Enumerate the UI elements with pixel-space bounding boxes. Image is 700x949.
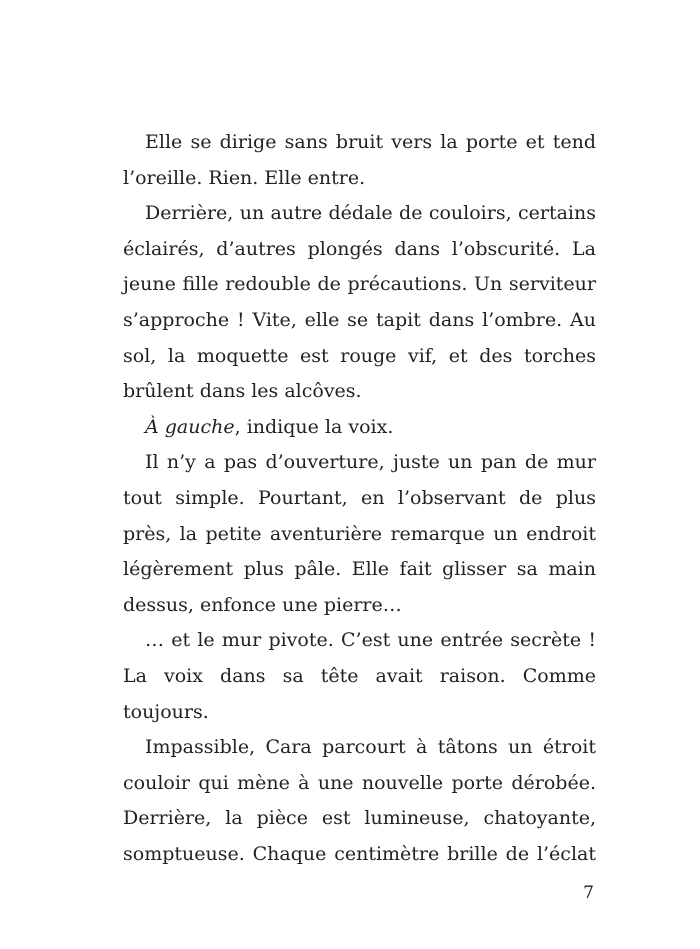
paragraph: Il n’y a pas d’ouverture, juste un pan de mur tout simple. Pourtant, en l’observant de plus près, la petite aventurière remarque un endroit légèrement plus pâle. Elle fait glisser sa main dessus, enfonce une pierre… (123, 451, 596, 616)
paragraph-last: Impassible, Cara parcourt à tâtons un étroit couloir qui mène à une nouvelle porte dérobée. Derrière, la pièce est lumineuse, chatoyante, somptueuse. Chaque centimètre brille de l’éclat (123, 736, 596, 865)
paragraph: Derrière, un autre dédale de couloirs, certains éclairés, d’autres plongés dans l’obscurité. La jeune fille redouble de précautions. Un serviteur s’approche ! Vite, elle se tapit dans l’ombre. Au sol, la moquette est rouge vif, et des torches brûlent dans les alcôves. (123, 202, 596, 403)
body-text (123, 125, 596, 872)
italic-phrase: À gauche (145, 415, 235, 438)
paragraph: … et le mur pivote. C’est une entrée secrète ! La voix dans sa tête avait raison. Comme toujours. (123, 629, 596, 723)
page-number: 7 (583, 883, 594, 903)
paragraph-rest: , indique la voix. (234, 415, 394, 438)
paragraph (123, 410, 596, 446)
paragraph: Elle se dirige sans bruit vers la porte et tend l’oreille. Rien. Elle entre. (123, 131, 596, 189)
